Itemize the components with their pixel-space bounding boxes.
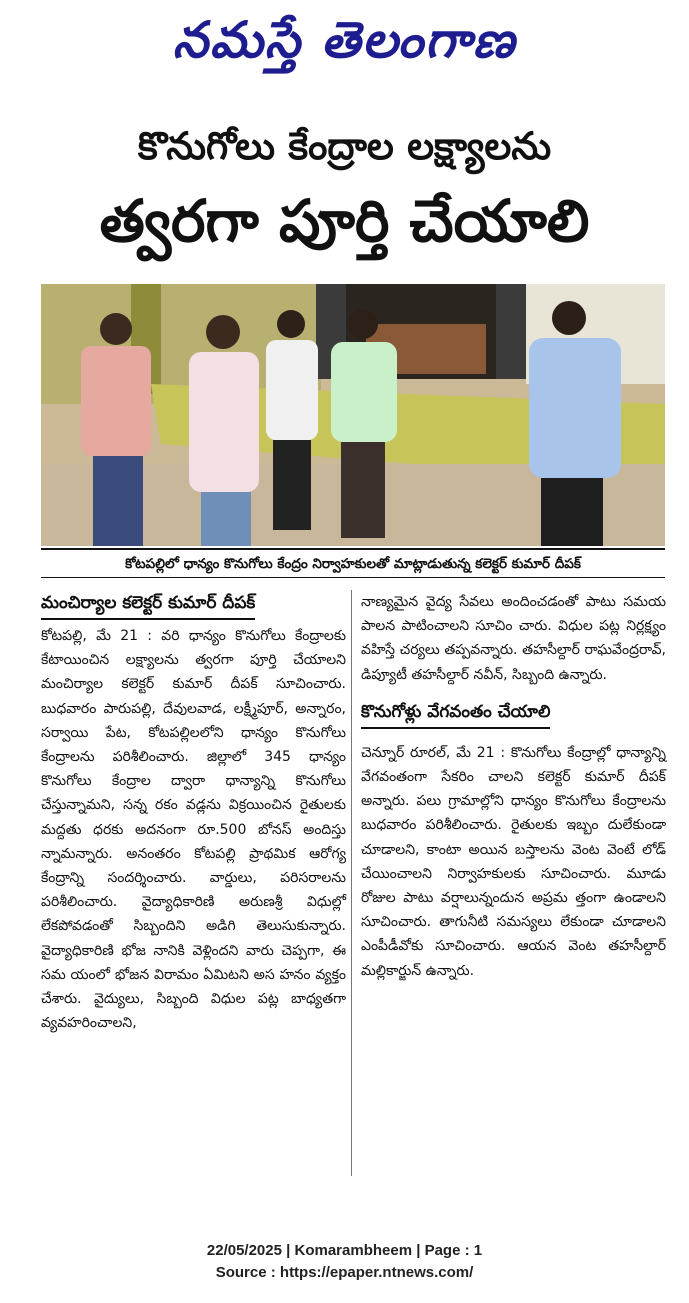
footer-date-edition: 22/05/2025 | Komarambheem | Page : 1 (206, 1242, 483, 1259)
photo-caption: కోటపల్లిలో ధాన్యం కొనుగోలు కేంద్రం నిర్వాహకులతో మాట్లాడుతున్న కలెక్టర్ కుమార్ దీపక్ (41, 548, 665, 578)
column-divider (351, 590, 352, 1176)
photo-illustration (41, 284, 665, 546)
newspaper-masthead: నమస్తే తెలంగాణ (172, 11, 517, 69)
article-body-section1-continued: నాణ్యమైన వైద్య సేవలు అందించడంతో పాటు సమయ పాలన పాటించాలని సూచిం చారు. విధుల పట్ల నిర్లక్ష్యం వహిస్తే చర్యలు తప్పవన్నారు. తహసీల్దార్ రాఘవేంద్రరావ్, డిప్యూటీ తహసీల్దార్ నవీన్, సిబ్బంది ఉన్నారు. (361, 594, 666, 683)
article-body-section1: కోటపల్లి, మే 21 : వరి ధాన్యం కొనుగోలు కేంద్రాలకు కేటాయించిన లక్ష్యాలను త్వరగా పూర్తి చేయాలని మంచిర్యాల కలెక్టర్ కుమార్ దీపక్ సూచించారు. బుధవారం పారుపల్లి, దేవులవాడ, లక్ష్మీపూర్, అన్నారం, సర్వాయి పేట, కోటపల్లిలలోని ధాన్యం కొనుగోలు కేంద్రాలను పరిశీలించారు. జిల్లాలో 345 ధాన్యం కొనుగోలు కేంద్రాల ద్వారా ధాన్యాన్ని కొనుగోలు చేస్తున్నామని, సన్న రకం వడ్లను విక్రయించిన రైతులకు మద్దతు ధరకు అదనంగా రూ.500 బోనస్ అందిస్తు న్నామన్నారు. అనంతరం కోటపల్లి ప్రాథమిక ఆరోగ్య కేంద్రాన్ని సందర్శించారు. వార్డులు, పరిసరాలను పరిశీలించారు. వైద్యాధికారిణి అరుణశ్రీ విధుల్లో లేకపోవడంతో సిబ్బందిని అడిగి తెలుసుకున్నారు. వైద్యాధికారిణి భోజ నానికి వెళ్లిందని వారు చెప్పగా, ఈ సమ యంలో భోజన విరామం ఏమిటని అస హనం వ్యక్తం చేశారు. వైద్యులు, సిబ్బంది విధుల పట్ల బాధ్యతగా వ్యవహరించాలని, (41, 628, 346, 1032)
article-kicker: కొనుగోలు కేంద్రాల లక్ష్యాలను (137, 124, 552, 168)
footer-source-link[interactable]: Source : https://epaper.ntnews.com/ (215, 1264, 474, 1281)
section-heading-procurement: కొనుగోళ్లు వేగవంతం చేయాలి (361, 699, 550, 729)
article-body-section2: చెన్నూర్ రూరల్, మే 21 : కొనుగోలు కేంద్రాల్లో ధాన్యాన్ని వేగవంతంగా సేకరిం చాలని కలెక్టర్ కుమార్ దీపక్ అన్నారు. పలు గ్రామాల్లోని ధాన్యం కొనుగోలు కేంద్రాలను బుధవారం పరిశీలించారు. రైతులకు ఇబ్బం దులేకుండా చూడాలని, కాంటా అయిన బస్తాలను వెంట వెంటే లోడ్ చేయించాలని నిర్వాహకులకు సూచించారు. మూడు రోజుల పాటు వర్షాలున్నందున అప్రమ త్తంగా ఉండాలని సూచించారు. తాగునీటి సమస్యలు లేకుండా చూడాలని ఎంపీడీవోకు సూచించారు. ఆయన వెంట తహసీల్దార్ మల్లికార్జున్ ఉన్నారు. (361, 744, 666, 979)
news-photo (41, 284, 665, 546)
section-heading-collector: మంచిర్యాల కలెక్టర్ కుమార్ దీపక్ (41, 590, 255, 620)
article-column-left (41, 590, 346, 1035)
article-headline: త్వరగా పూర్తి చేయాలి (99, 187, 590, 255)
article-column-right (361, 590, 666, 983)
